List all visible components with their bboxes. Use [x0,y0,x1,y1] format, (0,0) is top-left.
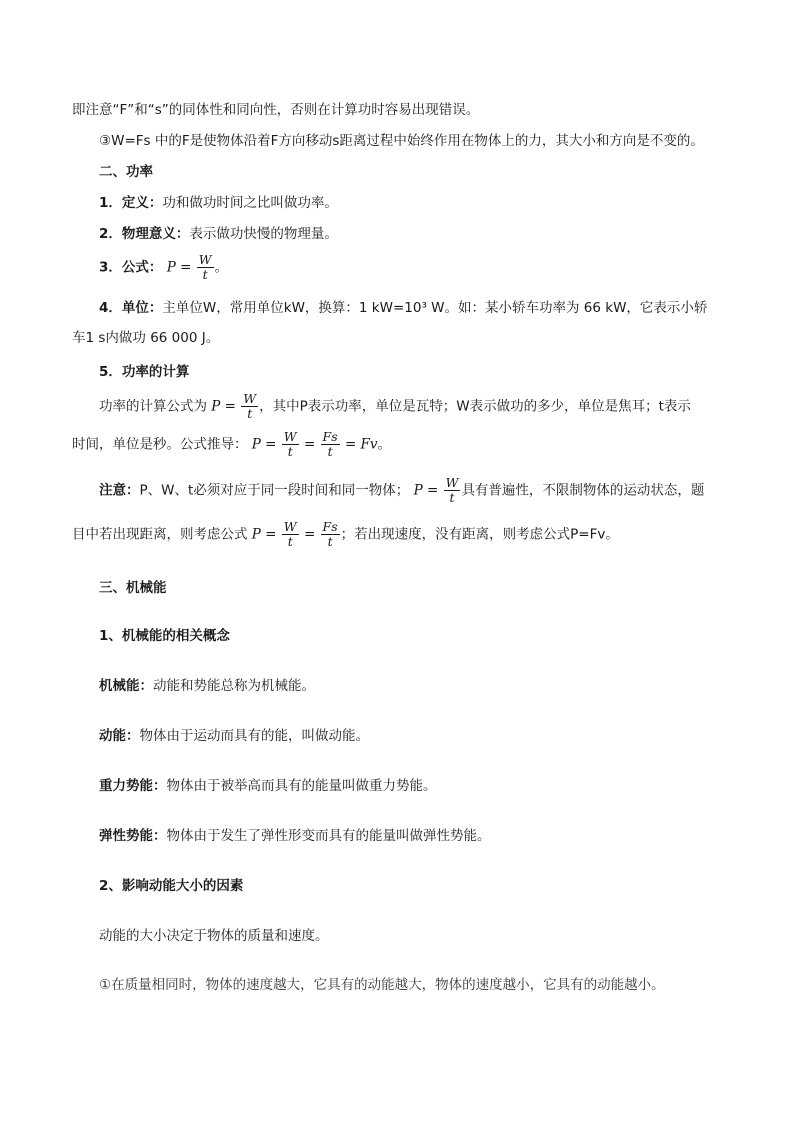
paragraph-note-f-s: 即注意“F”和“s”的同体性和同向性，否则在计算功时容易出现错误。 [72,102,480,118]
power-derivation [72,430,391,459]
kinetic-energy-text: 物体由于运动而具有的能，叫做动能。 [139,728,369,744]
formula-label: 3．公式： [99,259,163,276]
fraction-numerator: W [198,252,212,267]
elastic-pe-text: 物体由于发生了弹性形变而具有的能量叫做弹性势能。 [166,828,491,844]
definition-label: 1．定义： [99,195,163,211]
fraction-w-over-t [197,253,214,282]
fraction-w-over-t [241,392,258,421]
fraction-denominator: t [449,490,455,505]
section-heading-mechanical-energy: 三、机械能 [99,580,167,596]
note-text-a: P、W、t必须对应于同一段时间和同一物体； [139,482,410,499]
fraction-numerator: Fs [322,429,338,444]
calc-text-a: 功率的计算公式为 [99,398,207,415]
elastic-pe-label: 弹性势能： [99,828,167,844]
formula-end: 。 [214,259,229,276]
power-calc-heading: 5．功率的计算 [99,364,190,380]
note-label: 注意： [99,482,140,499]
factors-paragraph: 动能的大小决定于物体的质量和速度。 [99,928,329,944]
note-paragraph [99,476,704,505]
note-formula2-lhs: P = [251,526,277,543]
def-elastic-pe [99,826,491,846]
fraction-denominator: t [247,406,253,421]
gravitational-pe-label: 重力势能： [99,778,167,794]
fraction-denominator: t [327,534,333,549]
fraction-denominator: t [287,444,293,459]
calc-formula-lhs: P = [211,398,236,415]
def-kinetic-energy [99,726,369,746]
note-text-c: 目中若出现距离，则考虑公式 [72,526,248,543]
note-paragraph-continued [72,520,619,549]
note-formula-lhs: P = [413,482,439,499]
derivation-end: 。 [377,436,392,453]
fraction-numerator: W [243,391,257,406]
fraction-numerator: W [445,475,459,490]
kinetic-energy-label: 动能： [99,728,140,744]
mechanical-energy-label: 机械能： [99,678,153,694]
derivation-equals: = [303,436,316,453]
fraction-w-over-t [444,476,461,505]
fraction-numerator: W [283,519,297,534]
formula-lhs: P = [166,259,192,276]
calc-text-b: ，其中P表示功率，单位是瓦特；W表示做功的多少，单位是焦耳；t表示 [259,398,691,415]
paragraph-w-fs: ③W=Fs 中的F是使物体沿着F方向移动s距离过程中始终作用在物体上的力，其大小和方向是不变的。 [99,133,704,149]
power-meaning [99,224,338,244]
power-unit [99,298,707,318]
fraction-denominator: t [202,267,208,282]
power-definition [99,193,338,213]
meaning-text: 表示做功快慢的物理量。 [189,226,338,242]
fraction-numerator: W [283,429,297,444]
meaning-label: 2．物理意义： [99,226,190,242]
calc-text-c: 时间，单位是秒。公式推导： [72,436,248,453]
fraction-denominator: t [327,444,333,459]
fraction-fs-over-t [321,430,340,459]
derivation-fv: = Fv [344,436,378,453]
subheading-concepts: 1、机械能的相关概念 [99,628,230,644]
fraction-numerator: Fs [322,519,338,534]
section-heading-power: 二、功率 [99,164,153,180]
mechanical-energy-text: 动能和势能总称为机械能。 [153,678,315,694]
derivation-p: P = [251,436,277,453]
power-formula [99,253,228,282]
power-unit-continued: 车1 s内做功 66 000 J。 [72,330,220,346]
definition-text: 功和做功时间之比叫做功率。 [162,195,338,211]
def-gravitational-pe [99,776,437,796]
note-text-d: ；若出现速度，没有距离，则考虑公式P=Fv。 [340,526,619,543]
note-equals: = [303,526,316,543]
unit-text: 主单位W，常用单位kW，换算：1 kW=10³ W。如：某小轿车功率为 66 kW，它表示小轿 [162,300,708,316]
fraction-fs-over-t [321,520,340,549]
fraction-w-over-t [282,430,299,459]
unit-label: 4．单位： [99,300,163,316]
power-calc-paragraph [99,392,691,421]
factors-item-1: ①在质量相同时，物体的速度越大，它具有的动能越大，物体的速度越小，它具有的动能越小。 [99,977,665,993]
fraction-denominator: t [287,534,293,549]
def-mechanical-energy [99,676,315,696]
note-text-b: 具有普遍性，不限制物体的运动状态，题 [461,482,705,499]
gravitational-pe-text: 物体由于被举高而具有的能量叫做重力势能。 [166,778,437,794]
fraction-w-over-t [282,520,299,549]
subheading-factors: 2、影响动能大小的因素 [99,878,244,894]
